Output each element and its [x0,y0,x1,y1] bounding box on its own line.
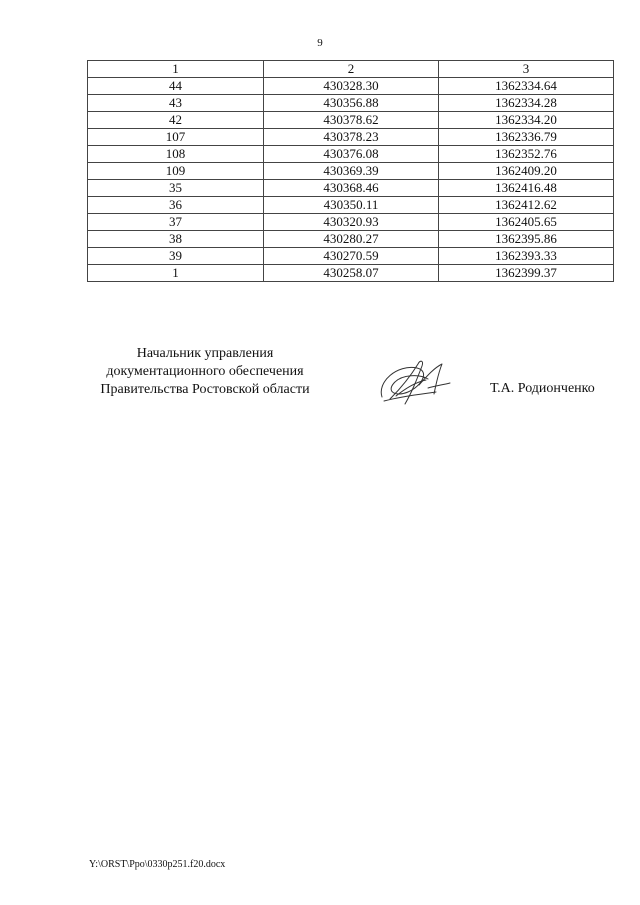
table-row [88,112,614,129]
point-number-cell: 42 [88,112,264,129]
table-row [88,78,614,95]
table-row [88,180,614,197]
handwritten-signature [372,352,462,412]
point-number-cell: 108 [88,146,264,163]
point-number-cell: 109 [88,163,264,180]
signer-name: Т.А. Родионченко [490,381,595,396]
table-row [88,129,614,146]
x-coordinate-cell: 430270.59 [264,248,439,265]
column-header: 2 [264,61,439,78]
table-row [88,197,614,214]
table-header-row [88,61,614,78]
page-number: 9 [317,37,323,49]
y-coordinate-cell: 1362395.86 [439,231,614,248]
y-coordinate-cell: 1362416.48 [439,180,614,197]
x-coordinate-cell: 430369.39 [264,163,439,180]
x-coordinate-cell: 430280.27 [264,231,439,248]
table-row [88,163,614,180]
signatory-title [80,345,330,399]
table-row [88,248,614,265]
table-row [88,95,614,112]
y-coordinate-cell: 1362334.64 [439,78,614,95]
signatory-title-line: документационного обеспечения [106,364,304,379]
y-coordinate-cell: 1362336.79 [439,129,614,146]
y-coordinate-cell: 1362399.37 [439,265,614,282]
x-coordinate-cell: 430378.62 [264,112,439,129]
table-row [88,265,614,282]
column-header: 1 [88,61,264,78]
x-coordinate-cell: 430328.30 [264,78,439,95]
y-coordinate-cell: 1362334.20 [439,112,614,129]
document-file-path: Y:\ORST\Ppo\0330p251.f20.docx [89,859,226,870]
point-number-cell: 37 [88,214,264,231]
x-coordinate-cell: 430368.46 [264,180,439,197]
point-number-cell: 36 [88,197,264,214]
point-number-cell: 43 [88,95,264,112]
x-coordinate-cell: 430376.08 [264,146,439,163]
point-number-cell: 1 [88,265,264,282]
point-number-cell: 39 [88,248,264,265]
y-coordinate-cell: 1362334.28 [439,95,614,112]
x-coordinate-cell: 430258.07 [264,265,439,282]
point-number-cell: 38 [88,231,264,248]
x-coordinate-cell: 430320.93 [264,214,439,231]
signatory-title-line: Правительства Ростовской области [100,382,310,397]
y-coordinate-cell: 1362352.76 [439,146,614,163]
y-coordinate-cell: 1362412.62 [439,197,614,214]
column-header: 3 [439,61,614,78]
x-coordinate-cell: 430356.88 [264,95,439,112]
table-row [88,214,614,231]
coordinates-table [87,60,614,282]
point-number-cell: 35 [88,180,264,197]
point-number-cell: 107 [88,129,264,146]
y-coordinate-cell: 1362409.20 [439,163,614,180]
signatory-title-line: Начальник управления [136,346,274,361]
point-number-cell: 44 [88,78,264,95]
table-row [88,231,614,248]
x-coordinate-cell: 430350.11 [264,197,439,214]
y-coordinate-cell: 1362393.33 [439,248,614,265]
table-row [88,146,614,163]
y-coordinate-cell: 1362405.65 [439,214,614,231]
x-coordinate-cell: 430378.23 [264,129,439,146]
